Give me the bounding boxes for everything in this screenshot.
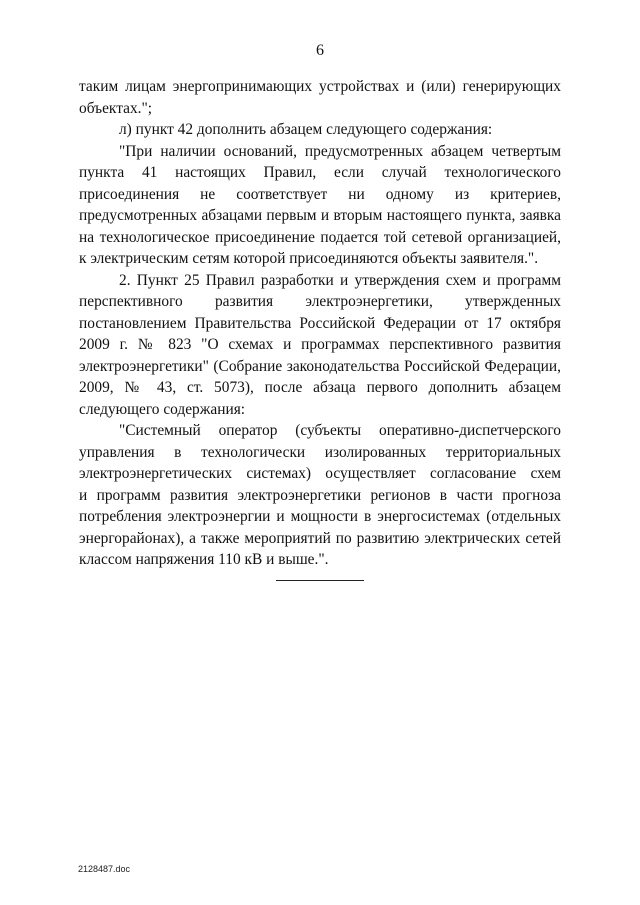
text-line: электроэнергетики" (Собрание законодательства Российской Федерации, xyxy=(79,357,561,375)
text-line: пункта 41 настоящих Правил, если случай технологического xyxy=(79,164,561,181)
text-line: присоединения не соответствует ни одному из критериев, xyxy=(79,185,561,203)
text-line: электроэнергетических системах) осуществляет согласование схем xyxy=(79,465,561,482)
text-line: 2. Пункт 25 Правил разработки и утверждения схем и программ xyxy=(119,271,561,289)
text-line: таким лицам энергопринимающих устройствах и (или) генерирующих xyxy=(79,78,561,95)
text-line: объектах."; xyxy=(79,99,153,117)
text-line: 2009, № 43, ст. 5073), после абзаца первого дополнить абзацем xyxy=(79,379,561,396)
text-line: потребления электроэнергии и мощности в энергосистемах (отдельных xyxy=(79,508,561,525)
text-line: энергорайонах), а также мероприятий по развитию электрических сетей xyxy=(79,529,561,547)
text-line: управления в технологически изолированных территориальных xyxy=(79,443,561,461)
end-separator-line xyxy=(276,580,364,581)
text-line: и программ развития электроэнергетики регионов в части прогноза xyxy=(79,486,561,504)
text-line: классом напряжения 110 кВ и выше.". xyxy=(79,551,329,568)
document-body xyxy=(79,76,561,571)
text-line: следующего содержания: xyxy=(79,400,246,418)
text-line: 2009 г. № 823 "О схемах и программах перспективного развития xyxy=(79,336,561,353)
document-filename: 2128487.doc xyxy=(78,864,131,874)
text-line: л) пункт 42 дополнить абзацем следующего содержания: xyxy=(119,121,493,138)
text-line: к электрическим сетям которой присоединяются объекты заявителя.". xyxy=(79,250,539,267)
text-line: "Системный оператор (субъекты оперативно-диспетчерского xyxy=(119,422,561,439)
text-line: постановлением Правительства Российской Федерации от 17 октября xyxy=(79,314,561,332)
text-line: "При наличии оснований, предусмотренных абзацем четвертым xyxy=(119,142,561,160)
text-line: предусмотренных абзацами первым и вторым настоящего пункта, заявка xyxy=(79,207,561,224)
text-line: перспективного развития электроэнергетики, утвержденных xyxy=(79,293,561,310)
page-number: 6 xyxy=(316,42,324,59)
text-line: на технологическое присоединение подается той сетевой организацией, xyxy=(79,228,561,246)
